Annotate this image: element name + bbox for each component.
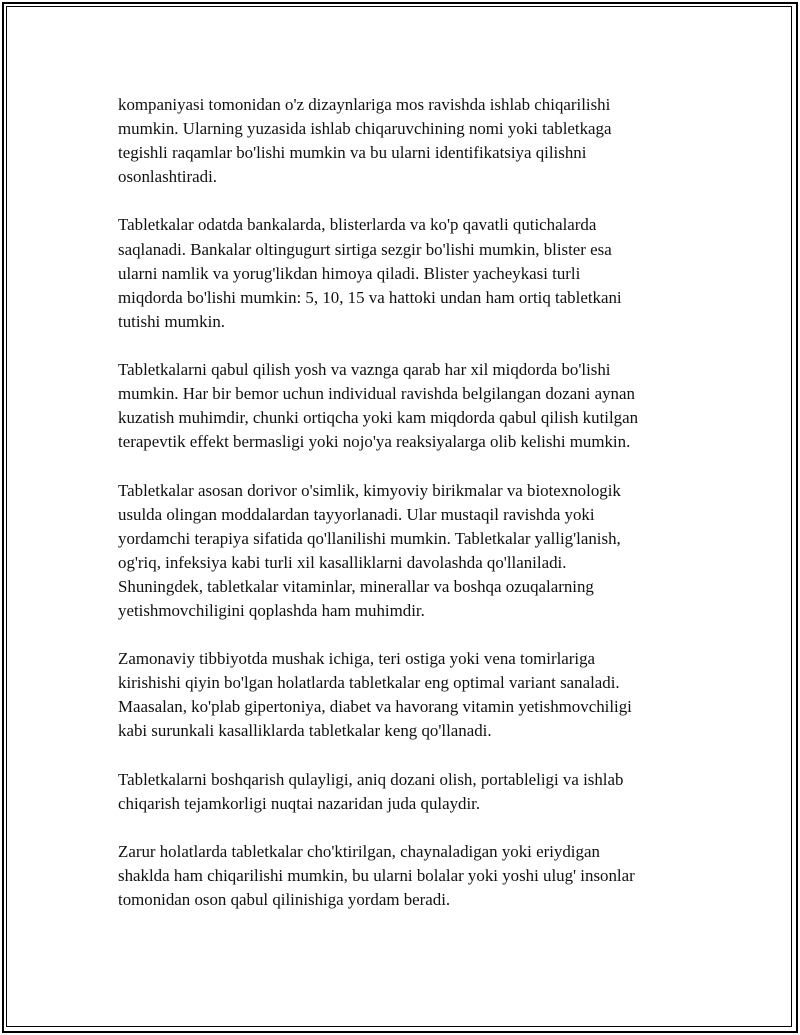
paragraph-1: kompaniyasi tomonidan o'z dizaynlariga mos ravishda ishlab chiqarilishi mumkin. Ularning yuzasida ishlab chiqaruvchining nomi yoki tabletkaga tegishli raqamlar bo'lishi mumkin va bu ularni identifikatsiya qilishni osonlashtiradi. <box>118 95 612 187</box>
document-body <box>118 93 718 936</box>
paragraph-3: Tabletkalarni qabul qilish yosh va vaznga qarab har xil miqdorda bo'lishi mumkin. Har bir bemor uchun individual ravishda belgilangan dozani aynan kuzatish muhimdir, chunki ortiqcha yoki kam miqdorda qabul qilish kutilgan terapevtik effekt bermasligi yoki nojo'ya reaksiyalarga olib kelishi mumkin. <box>118 360 639 452</box>
paragraph-7: Zarur holatlarda tabletkalar cho'ktirilgan, chaynaladigan yoki eriydigan shaklda ham chiqarilishi mumkin, bu ularni bolalar yoki yoshi ulug' insonlar tomonidan oson qabul qilinishiga yordam beradi. <box>118 841 635 910</box>
paragraph-5: Zamonaviy tibbiyotda mushak ichiga, teri ostiga yoki vena tomirlariga kirishishi qiyin bo'lgan holatlarda tabletkalar eng optimal variant sanaladi. Maasalan, ko'plab gipertoniya, diabet va havorang vitamin yetishmovchiligi kabi surunkali kasalliklarda tabletkalar keng qo'llanadi. <box>118 649 632 741</box>
paragraph-4: Tabletkalar asosan dorivor o'simlik, kimyoviy birikmalar va biotexnologik usulda olingan moddalardan tayyorlanadi. Ular mustaqil ravishda yoki yordamchi terapiya sifatida qo'llanilishi mumkin. Tabletkalar yallig'lanish, og'riq, infeksiya kabi turli xil kasalliklarni davolashda qo'llaniladi. Shuningdek, tabletkalar vitaminlar, minerallar va boshqa ozuqalarning yetishmovchiligini qoplashda ham muhimdir. <box>118 480 621 620</box>
paragraph-6: Tabletkalarni boshqarish qulayligi, aniq dozani olish, portableligi va ishlab chiqarish tejamkorligi nuqtai nazaridan juda qulaydir. <box>118 769 624 813</box>
paragraph-2: Tabletkalar odatda bankalarda, blisterlarda va ko'p qavatli qutichalarda saqlanadi. Bankalar oltingugurt sirtiga sezgir bo'lishi mumkin, blister esa ularni namlik va yorug'likdan himoya qiladi. Blister yacheykasi turli miqdorda bo'lishi mumkin: 5, 10, 15 va hattoki undan ham ortiq tabletkani tutishi mumkin. <box>118 215 622 331</box>
